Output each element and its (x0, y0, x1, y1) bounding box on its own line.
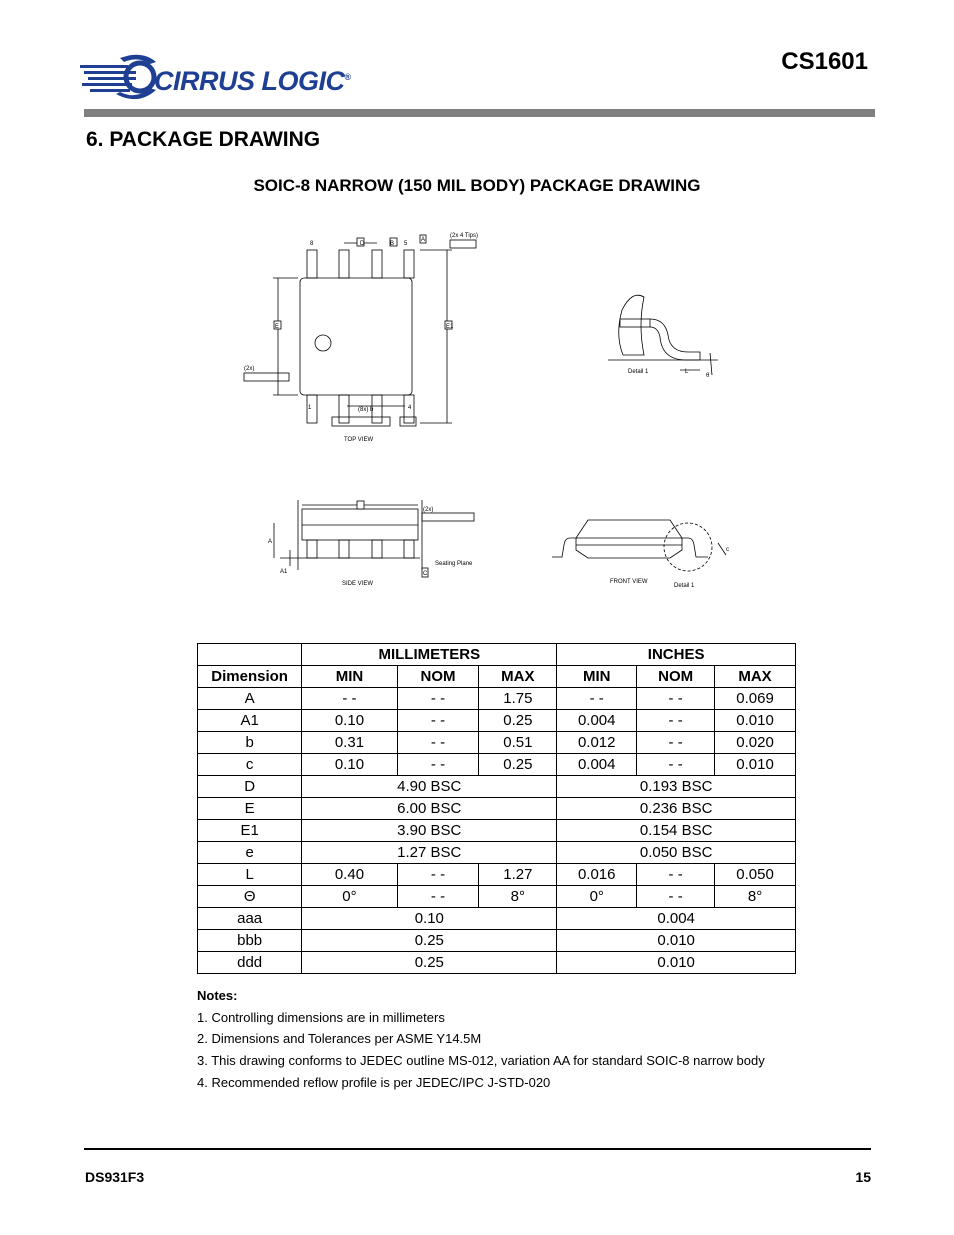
front-view (552, 520, 726, 571)
dim-a1-label: A1 (280, 569, 288, 575)
table-group-header: INCHES (557, 644, 796, 666)
pin1-label: 1 (308, 405, 312, 411)
inch-value-cell: 0.154 BSC (557, 820, 796, 842)
dimension-cell: aaa (198, 908, 302, 930)
table-group-header: MILLIMETERS (302, 644, 557, 666)
table-row (198, 798, 796, 820)
company-logo-text (154, 66, 351, 97)
dimension-cell: A1 (198, 710, 302, 732)
mm-value-cell: 4.90 BSC (302, 776, 557, 798)
table-row (198, 908, 796, 930)
seating-plane-label: Seating Plane (435, 561, 473, 567)
table-row (198, 732, 796, 754)
table-column-header: MIN (557, 666, 637, 688)
datum-b-label: B (390, 241, 395, 247)
notes (197, 985, 765, 1094)
registered-mark: ® (344, 72, 351, 82)
value-cell: - - (397, 886, 479, 908)
table-column-header: Dimension (198, 666, 302, 688)
value-cell: - - (397, 754, 479, 776)
value-cell: 0.010 (715, 710, 796, 732)
side-view-label: SIDE VIEW (342, 581, 374, 587)
table-row (198, 952, 796, 974)
package-drawing (240, 225, 760, 605)
front-detail-label: Detail 1 (674, 583, 695, 589)
top-view (244, 233, 479, 426)
value-cell: 0.10 (302, 710, 397, 732)
value-cell: 8° (715, 886, 796, 908)
note-item: 1. Controlling dimensions are in millimeters (197, 1009, 445, 1025)
table-row (198, 886, 796, 908)
table-column-header: NOM (637, 666, 715, 688)
dim-c-label: c (726, 547, 729, 553)
table-group-header-row (198, 644, 796, 666)
dim-l-label: L (685, 369, 689, 375)
top-view-label: TOP VIEW (344, 437, 374, 443)
table-row (198, 930, 796, 952)
value-cell: - - (637, 864, 715, 886)
inch-value-cell: 0.010 (557, 930, 796, 952)
value-cell: 0.004 (557, 754, 637, 776)
value-cell: - - (637, 754, 715, 776)
inch-value-cell: 0.236 BSC (557, 798, 796, 820)
side-two-x-label: (2x) (423, 507, 434, 513)
value-cell: - - (397, 864, 479, 886)
table-row (198, 710, 796, 732)
mm-value-cell: 0.25 (302, 952, 557, 974)
value-cell: - - (637, 710, 715, 732)
value-cell: - - (397, 688, 479, 710)
value-cell: 0.016 (557, 864, 637, 886)
dimension-cell: ddd (198, 952, 302, 974)
dim-e1-label: E1 (446, 324, 454, 330)
theta-label: θ (706, 373, 710, 379)
mm-value-cell: 3.90 BSC (302, 820, 557, 842)
value-cell: 0.25 (479, 754, 557, 776)
value-cell: - - (397, 710, 479, 732)
section-title: 6. PACKAGE DRAWING (86, 128, 321, 151)
table-row (198, 864, 796, 886)
table-column-header: NOM (397, 666, 479, 688)
logo-wordmark: CIRRUS LOGIC (154, 66, 345, 96)
value-cell: 0.069 (715, 688, 796, 710)
detail-1 (608, 295, 718, 375)
table-header-row (198, 666, 796, 688)
pin5-label: 5 (404, 241, 408, 247)
eight-x-b-label: (8x) b (358, 407, 374, 413)
table-row (198, 754, 796, 776)
dimension-table (197, 643, 796, 974)
dimension-cell: L (198, 864, 302, 886)
pin4-label: 4 (408, 405, 412, 411)
detail-label: Detail 1 (628, 369, 649, 375)
value-cell: 0.010 (715, 754, 796, 776)
value-cell: - - (637, 688, 715, 710)
dimension-cell: E (198, 798, 302, 820)
dimension-cell: b (198, 732, 302, 754)
dim-d-label: D (360, 241, 365, 247)
table-column-header: MIN (302, 666, 397, 688)
value-cell: 1.75 (479, 688, 557, 710)
table-column-header: MAX (479, 666, 557, 688)
two-x-typ-label: (2x 4 Tips) (450, 233, 479, 239)
dimension-cell: e (198, 842, 302, 864)
dimension-cell: Θ (198, 886, 302, 908)
value-cell: 0° (557, 886, 637, 908)
table-row (198, 688, 796, 710)
mm-value-cell: 6.00 BSC (302, 798, 557, 820)
table-row (198, 820, 796, 842)
inch-value-cell: 0.050 BSC (557, 842, 796, 864)
dim-e-label: E (275, 324, 280, 330)
two-x-label: (2x) (244, 366, 255, 372)
value-cell: - - (557, 688, 637, 710)
table-corner-cell (198, 644, 302, 666)
page-number: 15 (855, 1169, 871, 1185)
datum-c-label: C (423, 571, 428, 577)
value-cell: 0.020 (715, 732, 796, 754)
mm-value-cell: 0.25 (302, 930, 557, 952)
note-item: 2. Dimensions and Tolerances per ASME Y14.5M (197, 1031, 482, 1047)
note-item: 4. Recommended reflow profile is per JEDEC/IPC J-STD-020 (197, 1074, 551, 1090)
value-cell: - - (397, 732, 479, 754)
value-cell: 0.40 (302, 864, 397, 886)
value-cell: 0.012 (557, 732, 637, 754)
value-cell: 0.10 (302, 754, 397, 776)
footer-rule (84, 1148, 871, 1150)
value-cell: 0.050 (715, 864, 796, 886)
inch-value-cell: 0.004 (557, 908, 796, 930)
pin8-label: 8 (310, 241, 314, 247)
notes-heading: Notes: (197, 988, 238, 1003)
dimension-cell: bbb (198, 930, 302, 952)
dimension-cell: c (198, 754, 302, 776)
dimension-cell: E1 (198, 820, 302, 842)
datum-a-label: A (421, 237, 426, 243)
table-column-header: MAX (715, 666, 796, 688)
mm-value-cell: 1.27 BSC (302, 842, 557, 864)
dim-a-label: A (268, 539, 273, 545)
value-cell: 0.25 (479, 710, 557, 732)
mm-value-cell: 0.10 (302, 908, 557, 930)
table-row (198, 776, 796, 798)
header-rule (84, 109, 875, 117)
part-number: CS1601 (781, 48, 868, 75)
value-cell: 8° (479, 886, 557, 908)
inch-value-cell: 0.193 BSC (557, 776, 796, 798)
value-cell: 1.27 (479, 864, 557, 886)
dimension-cell: A (198, 688, 302, 710)
table-row (198, 842, 796, 864)
note-item: 3. This drawing conforms to JEDEC outline MS-012, variation AA for standard SOIC-8 narrow body (197, 1053, 765, 1069)
value-cell: - - (302, 688, 397, 710)
dimension-cell: D (198, 776, 302, 798)
value-cell: 0° (302, 886, 397, 908)
drawing-title: SOIC-8 NARROW (150 MIL BODY) PACKAGE DRAWING (253, 176, 701, 195)
value-cell: - - (637, 732, 715, 754)
value-cell: 0.004 (557, 710, 637, 732)
document-id: DS931F3 (85, 1169, 145, 1185)
value-cell: - - (637, 886, 715, 908)
front-view-label: FRONT VIEW (610, 579, 648, 585)
value-cell: 0.51 (479, 732, 557, 754)
value-cell: 0.31 (302, 732, 397, 754)
inch-value-cell: 0.010 (557, 952, 796, 974)
